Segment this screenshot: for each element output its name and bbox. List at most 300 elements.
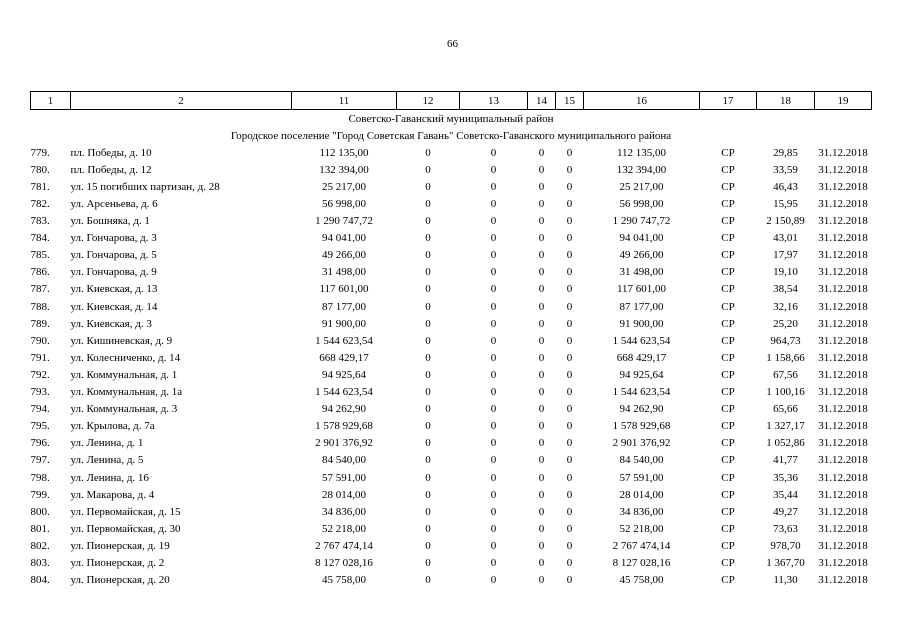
- date-cell: 31.12.2018: [818, 420, 868, 433]
- work-type-cell: СР: [721, 266, 735, 279]
- work-type-cell: СР: [721, 505, 735, 518]
- col15-cell: 0: [566, 215, 573, 228]
- date-cell: 31.12.2018: [818, 300, 868, 313]
- col15-cell: 0: [566, 403, 573, 416]
- row-number: 798.: [30, 471, 50, 484]
- work-type-cell: СР: [721, 522, 735, 535]
- address-cell: ул. Коммунальная, д. 1: [70, 368, 178, 381]
- row-number: 799.: [30, 488, 50, 501]
- col13-cell: 0: [490, 437, 497, 450]
- table-row: [31, 264, 872, 281]
- table-row: [31, 161, 872, 178]
- table-row: [31, 213, 872, 230]
- date-cell: 31.12.2018: [818, 146, 868, 159]
- amount-col16-cell: 1 544 623,54: [612, 386, 671, 399]
- col18-cell: 964,73: [770, 334, 801, 347]
- table-row: [31, 418, 872, 435]
- amount-col11-cell: 34 836,00: [322, 505, 366, 518]
- col18-cell: 65,66: [773, 403, 798, 416]
- col12-cell: 0: [425, 403, 431, 416]
- col12-cell: 0: [425, 283, 431, 296]
- page-number: 66: [447, 38, 458, 50]
- col12-cell: 0: [425, 232, 431, 245]
- col13-cell: 0: [490, 505, 497, 518]
- col15-cell: 0: [566, 556, 573, 569]
- col14-cell: 0: [538, 437, 545, 450]
- col-header: 14: [528, 92, 556, 110]
- col15-cell: 0: [566, 368, 573, 381]
- col18-cell: 2 150,89: [766, 215, 805, 228]
- col13-cell: 0: [490, 386, 497, 399]
- col13-cell: 0: [490, 283, 497, 296]
- address-cell: ул. Пионерская, д. 2: [70, 556, 165, 569]
- col15-cell: 0: [566, 420, 573, 433]
- col15-cell: 0: [566, 300, 573, 313]
- col14-cell: 0: [538, 403, 545, 416]
- col18-cell: 29,85: [773, 146, 798, 159]
- col14-cell: 0: [538, 163, 545, 176]
- amount-col11-cell: 1 290 747,72: [315, 215, 373, 228]
- col18-cell: 17,97: [773, 249, 798, 262]
- amount-col11-cell: 668 429,17: [319, 351, 369, 364]
- row-number: 794.: [30, 403, 50, 416]
- table-row: [31, 435, 872, 452]
- col13-cell: 0: [490, 232, 497, 245]
- col15-cell: 0: [566, 351, 573, 364]
- col12-cell: 0: [425, 556, 431, 569]
- col12-cell: 0: [425, 574, 431, 587]
- address-cell: ул. Коммунальная, д. 3: [70, 403, 178, 416]
- row-number: 795.: [30, 420, 50, 433]
- col14-cell: 0: [538, 283, 545, 296]
- col14-cell: 0: [538, 471, 545, 484]
- col18-cell: 41,77: [773, 454, 798, 467]
- col-header: 17: [700, 92, 757, 110]
- work-type-cell: СР: [721, 420, 735, 433]
- col18-cell: 32,16: [773, 300, 798, 313]
- table-row: [31, 298, 872, 315]
- amount-col11-cell: 57 591,00: [322, 471, 366, 484]
- col12-cell: 0: [425, 488, 431, 501]
- amount-col16-cell: 57 591,00: [619, 471, 664, 484]
- col18-cell: 1 052,86: [766, 437, 805, 450]
- col15-cell: 0: [566, 539, 573, 552]
- address-cell: ул. 15 погибших партизан, д. 28: [70, 180, 220, 193]
- address-cell: ул. Ленина, д. 1: [70, 437, 144, 450]
- col12-cell: 0: [425, 539, 431, 552]
- col12-cell: 0: [425, 420, 431, 433]
- amount-col11-cell: 1 578 929,68: [315, 420, 373, 433]
- col18-cell: 11,30: [773, 574, 798, 587]
- table-row: [31, 144, 872, 161]
- col18-cell: 1 367,70: [766, 556, 805, 569]
- amount-col16-cell: 94 262,90: [619, 403, 664, 416]
- address-cell: ул. Колесниченко, д. 14: [70, 351, 181, 364]
- work-type-cell: СР: [721, 317, 735, 330]
- col12-cell: 0: [425, 300, 431, 313]
- col13-cell: 0: [490, 368, 497, 381]
- col12-cell: 0: [425, 249, 431, 262]
- table-row: [31, 281, 872, 298]
- date-cell: 31.12.2018: [818, 283, 868, 296]
- address-cell: пл. Победы, д. 10: [70, 146, 152, 159]
- col15-cell: 0: [566, 163, 573, 176]
- row-number: 782.: [30, 198, 50, 211]
- row-number: 786.: [30, 266, 50, 279]
- amount-col11-cell: 52 218,00: [322, 522, 366, 535]
- work-type-cell: СР: [721, 163, 735, 176]
- settlement-heading: Городское поселение "Город Советская Гавань" Советско-Гаванского муниципального района: [230, 129, 672, 142]
- date-cell: 31.12.2018: [818, 403, 868, 416]
- table-row: [31, 247, 872, 264]
- program-table: [30, 91, 872, 589]
- date-cell: 31.12.2018: [818, 539, 868, 552]
- work-type-cell: СР: [721, 232, 735, 245]
- col13-cell: 0: [490, 574, 497, 587]
- section-row: [31, 110, 872, 128]
- col14-cell: 0: [538, 488, 545, 501]
- table-row: [31, 401, 872, 418]
- col13-cell: 0: [490, 556, 497, 569]
- date-cell: 31.12.2018: [818, 334, 868, 347]
- work-type-cell: СР: [721, 351, 735, 364]
- amount-col16-cell: 132 394,00: [616, 163, 667, 176]
- date-cell: 31.12.2018: [818, 215, 868, 228]
- row-number: 797.: [30, 454, 50, 467]
- col-header: 2: [71, 92, 292, 110]
- amount-col16-cell: 45 758,00: [619, 574, 664, 587]
- work-type-cell: СР: [721, 283, 735, 296]
- amount-col11-cell: 31 498,00: [322, 266, 366, 279]
- date-cell: 31.12.2018: [818, 266, 868, 279]
- table-row: [31, 332, 872, 349]
- row-number: 803.: [30, 556, 50, 569]
- col15-cell: 0: [566, 386, 573, 399]
- amount-col16-cell: 668 429,17: [616, 351, 667, 364]
- col18-cell: 49,27: [773, 505, 798, 518]
- date-cell: 31.12.2018: [818, 522, 868, 535]
- col14-cell: 0: [538, 420, 545, 433]
- date-cell: 31.12.2018: [818, 317, 868, 330]
- amount-col16-cell: 87 177,00: [619, 300, 664, 313]
- address-cell: ул. Крылова, д. 7а: [70, 420, 155, 433]
- amount-col16-cell: 112 135,00: [616, 146, 667, 159]
- col12-cell: 0: [425, 334, 431, 347]
- table-row: [31, 384, 872, 401]
- address-cell: ул. Пионерская, д. 19: [70, 539, 170, 552]
- col14-cell: 0: [538, 539, 545, 552]
- col-header: 15: [556, 92, 584, 110]
- amount-col11-cell: 112 135,00: [319, 146, 369, 159]
- col18-cell: 43,01: [773, 232, 798, 245]
- col12-cell: 0: [425, 386, 431, 399]
- col15-cell: 0: [566, 146, 573, 159]
- col15-cell: 0: [566, 471, 573, 484]
- table-row: [31, 503, 872, 520]
- col-header: 19: [815, 92, 872, 110]
- amount-col11-cell: 8 127 028,16: [315, 556, 373, 569]
- date-cell: 31.12.2018: [818, 368, 868, 381]
- amount-col16-cell: 2 901 376,92: [612, 437, 671, 450]
- amount-col16-cell: 2 767 474,14: [612, 539, 671, 552]
- row-number: 789.: [30, 317, 50, 330]
- row-number: 791.: [30, 351, 50, 364]
- col13-cell: 0: [490, 146, 497, 159]
- col12-cell: 0: [425, 471, 431, 484]
- row-number: 783.: [30, 215, 50, 228]
- col14-cell: 0: [538, 522, 545, 535]
- row-number: 779.: [30, 146, 50, 159]
- address-cell: ул. Арсеньева, д. 6: [70, 198, 158, 211]
- work-type-cell: СР: [721, 574, 735, 587]
- amount-col11-cell: 28 014,00: [322, 488, 366, 501]
- col15-cell: 0: [566, 505, 573, 518]
- col15-cell: 0: [566, 249, 573, 262]
- col12-cell: 0: [425, 266, 431, 279]
- amount-col16-cell: 28 014,00: [619, 488, 664, 501]
- col14-cell: 0: [538, 317, 545, 330]
- col14-cell: 0: [538, 146, 545, 159]
- address-cell: ул. Первомайская, д. 30: [70, 522, 181, 535]
- col13-cell: 0: [490, 300, 497, 313]
- date-cell: 31.12.2018: [818, 163, 868, 176]
- amount-col16-cell: 34 836,00: [619, 505, 664, 518]
- col13-cell: 0: [490, 351, 497, 364]
- col14-cell: 0: [538, 249, 545, 262]
- col12-cell: 0: [425, 368, 431, 381]
- col14-cell: 0: [538, 368, 545, 381]
- col14-cell: 0: [538, 351, 545, 364]
- col18-cell: 67,56: [773, 368, 798, 381]
- col14-cell: 0: [538, 386, 545, 399]
- address-cell: ул. Гончарова, д. 5: [70, 249, 157, 262]
- col12-cell: 0: [425, 317, 431, 330]
- col13-cell: 0: [490, 471, 497, 484]
- row-number: 781.: [30, 180, 50, 193]
- amount-col16-cell: 1 544 623,54: [612, 334, 671, 347]
- row-number: 793.: [30, 386, 50, 399]
- amount-col11-cell: 49 266,00: [322, 249, 366, 262]
- amount-col11-cell: 2 901 376,92: [315, 437, 373, 450]
- col14-cell: 0: [538, 198, 545, 211]
- address-cell: ул. Гончарова, д. 3: [70, 232, 157, 245]
- work-type-cell: СР: [721, 180, 735, 193]
- amount-col11-cell: 94 925,64: [322, 368, 366, 381]
- work-type-cell: СР: [721, 249, 735, 262]
- row-number: 804.: [30, 574, 50, 587]
- col12-cell: 0: [425, 198, 431, 211]
- col-header: 16: [584, 92, 700, 110]
- col13-cell: 0: [490, 539, 497, 552]
- row-number: 800.: [30, 505, 50, 518]
- work-type-cell: СР: [721, 403, 735, 416]
- date-cell: 31.12.2018: [818, 471, 868, 484]
- col18-cell: 15,95: [773, 198, 798, 211]
- col12-cell: 0: [425, 522, 431, 535]
- col13-cell: 0: [490, 215, 497, 228]
- table-row: [31, 366, 872, 383]
- date-cell: 31.12.2018: [818, 488, 868, 501]
- col13-cell: 0: [490, 266, 497, 279]
- address-cell: ул. Киевская, д. 3: [70, 317, 152, 330]
- date-cell: 31.12.2018: [818, 556, 868, 569]
- col12-cell: 0: [425, 351, 431, 364]
- col12-cell: 0: [425, 215, 431, 228]
- amount-col11-cell: 91 900,00: [322, 317, 366, 330]
- work-type-cell: СР: [721, 556, 735, 569]
- work-type-cell: СР: [721, 146, 735, 159]
- col13-cell: 0: [490, 488, 497, 501]
- amount-col16-cell: 84 540,00: [619, 454, 664, 467]
- address-cell: ул. Ленина, д. 5: [70, 454, 144, 467]
- col14-cell: 0: [538, 180, 545, 193]
- amount-col16-cell: 8 127 028,16: [612, 556, 671, 569]
- col18-cell: 1 158,66: [766, 351, 805, 364]
- date-cell: 31.12.2018: [818, 180, 868, 193]
- address-cell: ул. Пионерская, д. 20: [70, 574, 170, 587]
- amount-col16-cell: 1 290 747,72: [612, 215, 671, 228]
- table-row: [31, 469, 872, 486]
- col12-cell: 0: [425, 454, 431, 467]
- work-type-cell: СР: [721, 437, 735, 450]
- col-header: 13: [460, 92, 528, 110]
- col15-cell: 0: [566, 488, 573, 501]
- row-number: 790.: [30, 334, 50, 347]
- col12-cell: 0: [425, 146, 431, 159]
- col18-cell: 978,70: [770, 539, 801, 552]
- col15-cell: 0: [566, 574, 573, 587]
- col14-cell: 0: [538, 574, 545, 587]
- table-row: [31, 230, 872, 247]
- amount-col16-cell: 49 266,00: [619, 249, 664, 262]
- col13-cell: 0: [490, 180, 497, 193]
- col12-cell: 0: [425, 437, 431, 450]
- address-cell: ул. Бошняка, д. 1: [70, 215, 150, 228]
- work-type-cell: СР: [721, 471, 735, 484]
- amount-col11-cell: 94 262,90: [322, 403, 366, 416]
- table-row: [31, 195, 872, 212]
- table-row: [31, 178, 872, 195]
- date-cell: 31.12.2018: [818, 454, 868, 467]
- address-cell: ул. Гончарова, д. 9: [70, 266, 157, 279]
- row-number: 784.: [30, 232, 50, 245]
- amount-col11-cell: 117 601,00: [319, 283, 369, 296]
- amount-col11-cell: 45 758,00: [322, 574, 366, 587]
- amount-col11-cell: 132 394,00: [319, 163, 369, 176]
- work-type-cell: СР: [721, 488, 735, 501]
- work-type-cell: СР: [721, 198, 735, 211]
- col18-cell: 38,54: [773, 283, 798, 296]
- address-cell: ул. Ленина, д. 16: [70, 471, 149, 484]
- amount-col16-cell: 56 998,00: [619, 198, 664, 211]
- col13-cell: 0: [490, 522, 497, 535]
- date-cell: 31.12.2018: [818, 249, 868, 262]
- col13-cell: 0: [490, 334, 497, 347]
- amount-col16-cell: 117 601,00: [616, 283, 667, 296]
- table-row: [31, 315, 872, 332]
- address-cell: ул. Коммунальная, д. 1а: [70, 386, 183, 399]
- col15-cell: 0: [566, 232, 573, 245]
- col15-cell: 0: [566, 180, 573, 193]
- address-cell: ул. Киевская, д. 13: [70, 283, 158, 296]
- col14-cell: 0: [538, 266, 545, 279]
- col-header: 18: [757, 92, 815, 110]
- district-heading: Советско-Гаванский муниципальный район: [348, 112, 554, 125]
- amount-col16-cell: 25 217,00: [619, 180, 664, 193]
- address-cell: пл. Победы, д. 12: [70, 163, 152, 176]
- row-number: 802.: [30, 539, 50, 552]
- col13-cell: 0: [490, 420, 497, 433]
- amount-col11-cell: 94 041,00: [322, 232, 366, 245]
- col15-cell: 0: [566, 283, 573, 296]
- col15-cell: 0: [566, 334, 573, 347]
- col18-cell: 1 327,17: [766, 420, 805, 433]
- col14-cell: 0: [538, 454, 545, 467]
- col18-cell: 46,43: [773, 180, 798, 193]
- date-cell: 31.12.2018: [818, 198, 868, 211]
- col12-cell: 0: [425, 180, 431, 193]
- col18-cell: 35,36: [773, 471, 798, 484]
- amount-col16-cell: 1 578 929,68: [612, 420, 671, 433]
- section-row: [31, 127, 872, 144]
- col13-cell: 0: [490, 249, 497, 262]
- col14-cell: 0: [538, 334, 545, 347]
- col-header: 1: [31, 92, 71, 110]
- table-row: [31, 349, 872, 366]
- date-cell: 31.12.2018: [818, 437, 868, 450]
- col15-cell: 0: [566, 437, 573, 450]
- amount-col11-cell: 1 544 623,54: [315, 386, 373, 399]
- date-cell: 31.12.2018: [818, 232, 868, 245]
- row-number: 801.: [30, 522, 50, 535]
- col18-cell: 1 100,16: [766, 386, 805, 399]
- col14-cell: 0: [538, 300, 545, 313]
- amount-col11-cell: 25 217,00: [322, 180, 366, 193]
- col-header: 12: [397, 92, 460, 110]
- col18-cell: 33,59: [773, 163, 798, 176]
- work-type-cell: СР: [721, 300, 735, 313]
- amount-col16-cell: 91 900,00: [619, 317, 664, 330]
- table-row: [31, 572, 872, 589]
- column-number-row: [31, 92, 872, 110]
- col13-cell: 0: [490, 454, 497, 467]
- work-type-cell: СР: [721, 334, 735, 347]
- address-cell: ул. Киевская, д. 14: [70, 300, 158, 313]
- col13-cell: 0: [490, 317, 497, 330]
- amount-col16-cell: 94 041,00: [619, 232, 664, 245]
- table-row: [31, 537, 872, 554]
- col14-cell: 0: [538, 215, 545, 228]
- work-type-cell: СР: [721, 386, 735, 399]
- col12-cell: 0: [425, 505, 431, 518]
- table-row: [31, 452, 872, 469]
- col18-cell: 73,63: [773, 522, 798, 535]
- col14-cell: 0: [538, 505, 545, 518]
- col18-cell: 35,44: [773, 488, 798, 501]
- amount-col11-cell: 87 177,00: [322, 300, 366, 313]
- work-type-cell: СР: [721, 539, 735, 552]
- row-number: 796.: [30, 437, 50, 450]
- amount-col16-cell: 94 925,64: [619, 368, 664, 381]
- amount-col11-cell: 2 767 474,14: [315, 539, 373, 552]
- date-cell: 31.12.2018: [818, 574, 868, 587]
- table-row: [31, 554, 872, 571]
- col18-cell: 19,10: [773, 266, 798, 279]
- table-row: [31, 486, 872, 503]
- address-cell: ул. Первомайская, д. 15: [70, 505, 181, 518]
- col12-cell: 0: [425, 163, 431, 176]
- work-type-cell: СР: [721, 368, 735, 381]
